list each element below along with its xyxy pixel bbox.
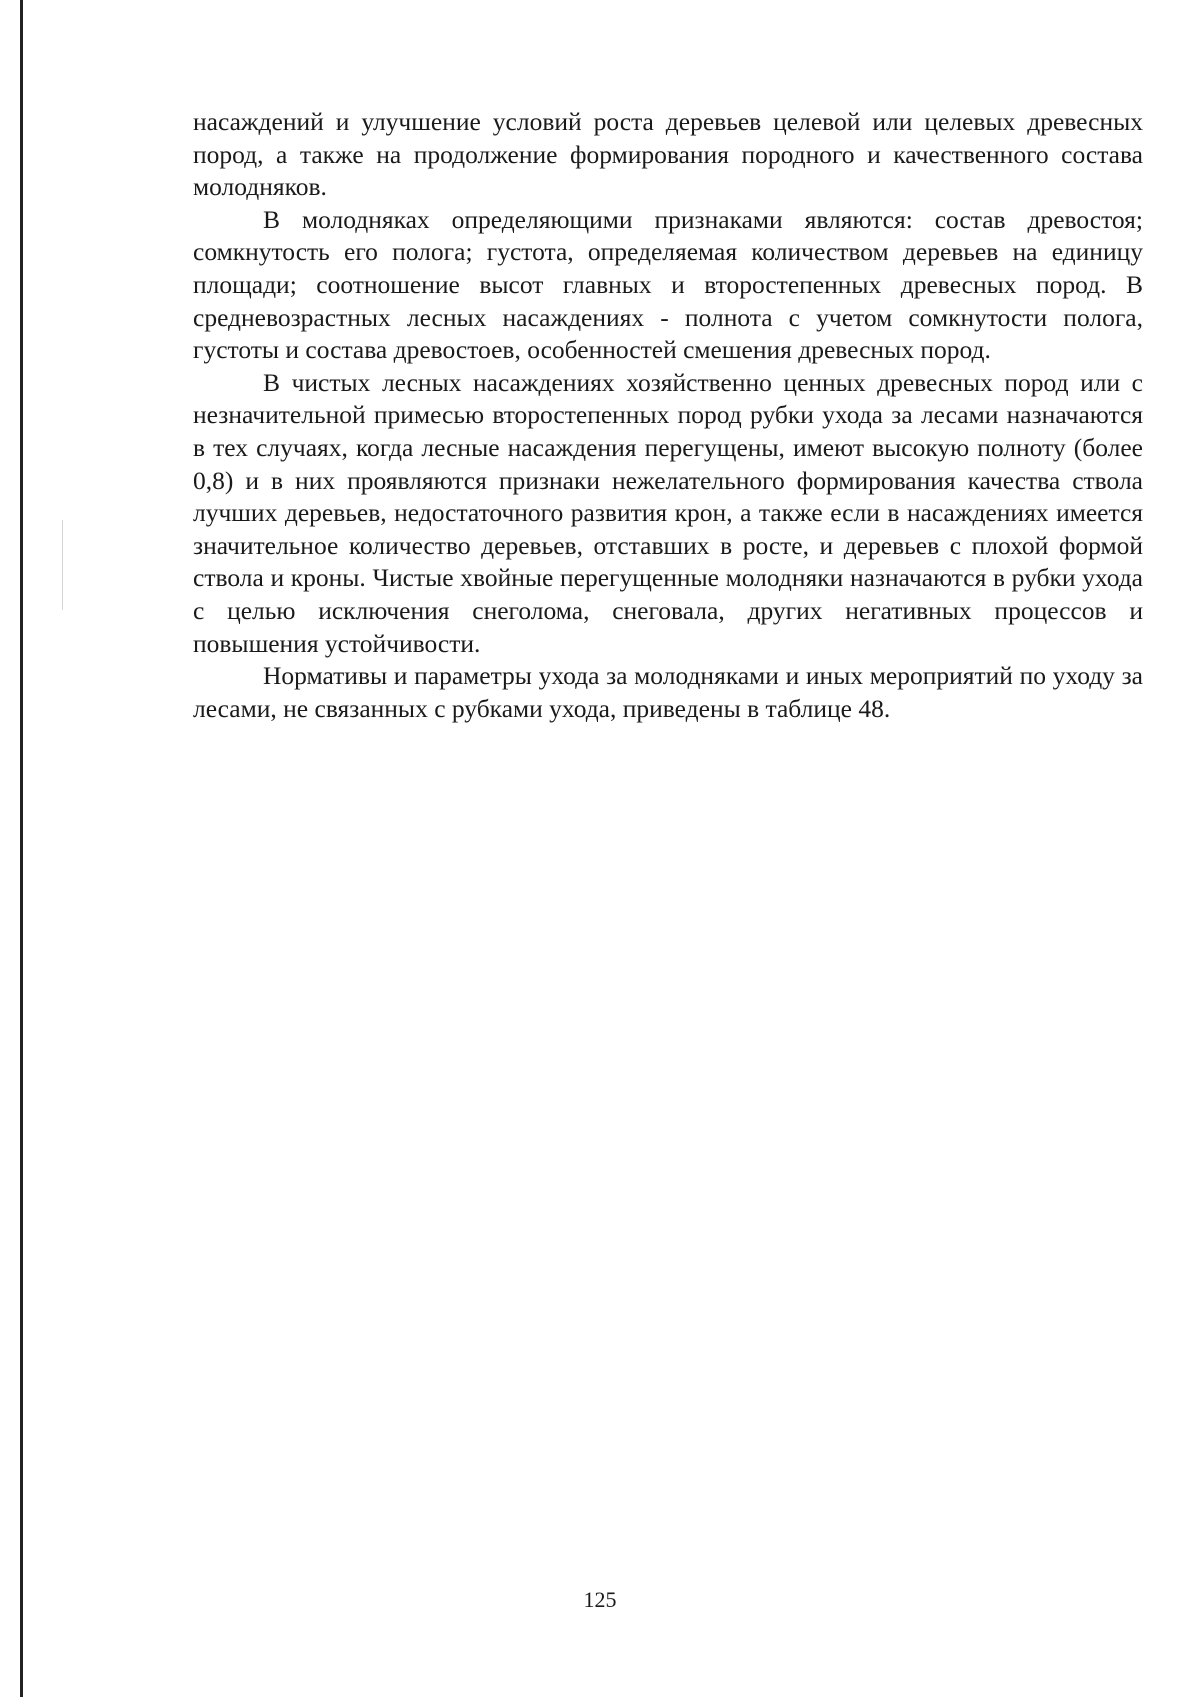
paragraph-continuation: насаждений и улучшение условий роста деревьев целевой или целевых древесных пород, а также на продолжение формирования породного и качественного состава молодняков. [193,107,1143,202]
page-number: 125 [583,1587,617,1612]
document-body [193,106,1143,725]
paragraph-young-stands-criteria: В молодняках определяющими признаками являются: состав древостоя; сомкнутость его полога; густота, определяемая количеством деревьев на единицу площади; соотношение высот главных и второстепенных древесных пород. В средневозрастных лесных насаждениях - полнота с учетом сомкнутости полога, густоты и состава древостоев, особенностей смешения древесных пород. [193,204,1143,365]
paragraph-pure-stands-thinning: В чистых лесных насаждениях хозяйственно ценных древесных пород или с незначительной примесью второстепенных пород рубки ухода за лесами назначаются в тех случаях, когда лесные насаждения перегущены, имеют высокую полноту (более 0,8) и в них проявляются признаки нежелательного формирования качества ствола лучших деревьев, недостаточного развития крон, а также если в насаждениях имеется значительное количество деревьев, отставших в росте, и деревьев с плохой формой ствола и кроны. Чистые хвойные перегущенные молодняки назначаются в рубки ухода с целью исключения снеголома, снеговала, других негативных процессов и повышения устойчивости. [193,367,1143,658]
paragraph-table-reference: Нормативы и параметры ухода за молодняками и иных мероприятий по уходу за лесами, не связанных с рубками ухода, приведены в таблице 48. [193,661,1143,723]
scan-artifact-mark [62,520,63,610]
scan-edge-line [20,0,23,1697]
